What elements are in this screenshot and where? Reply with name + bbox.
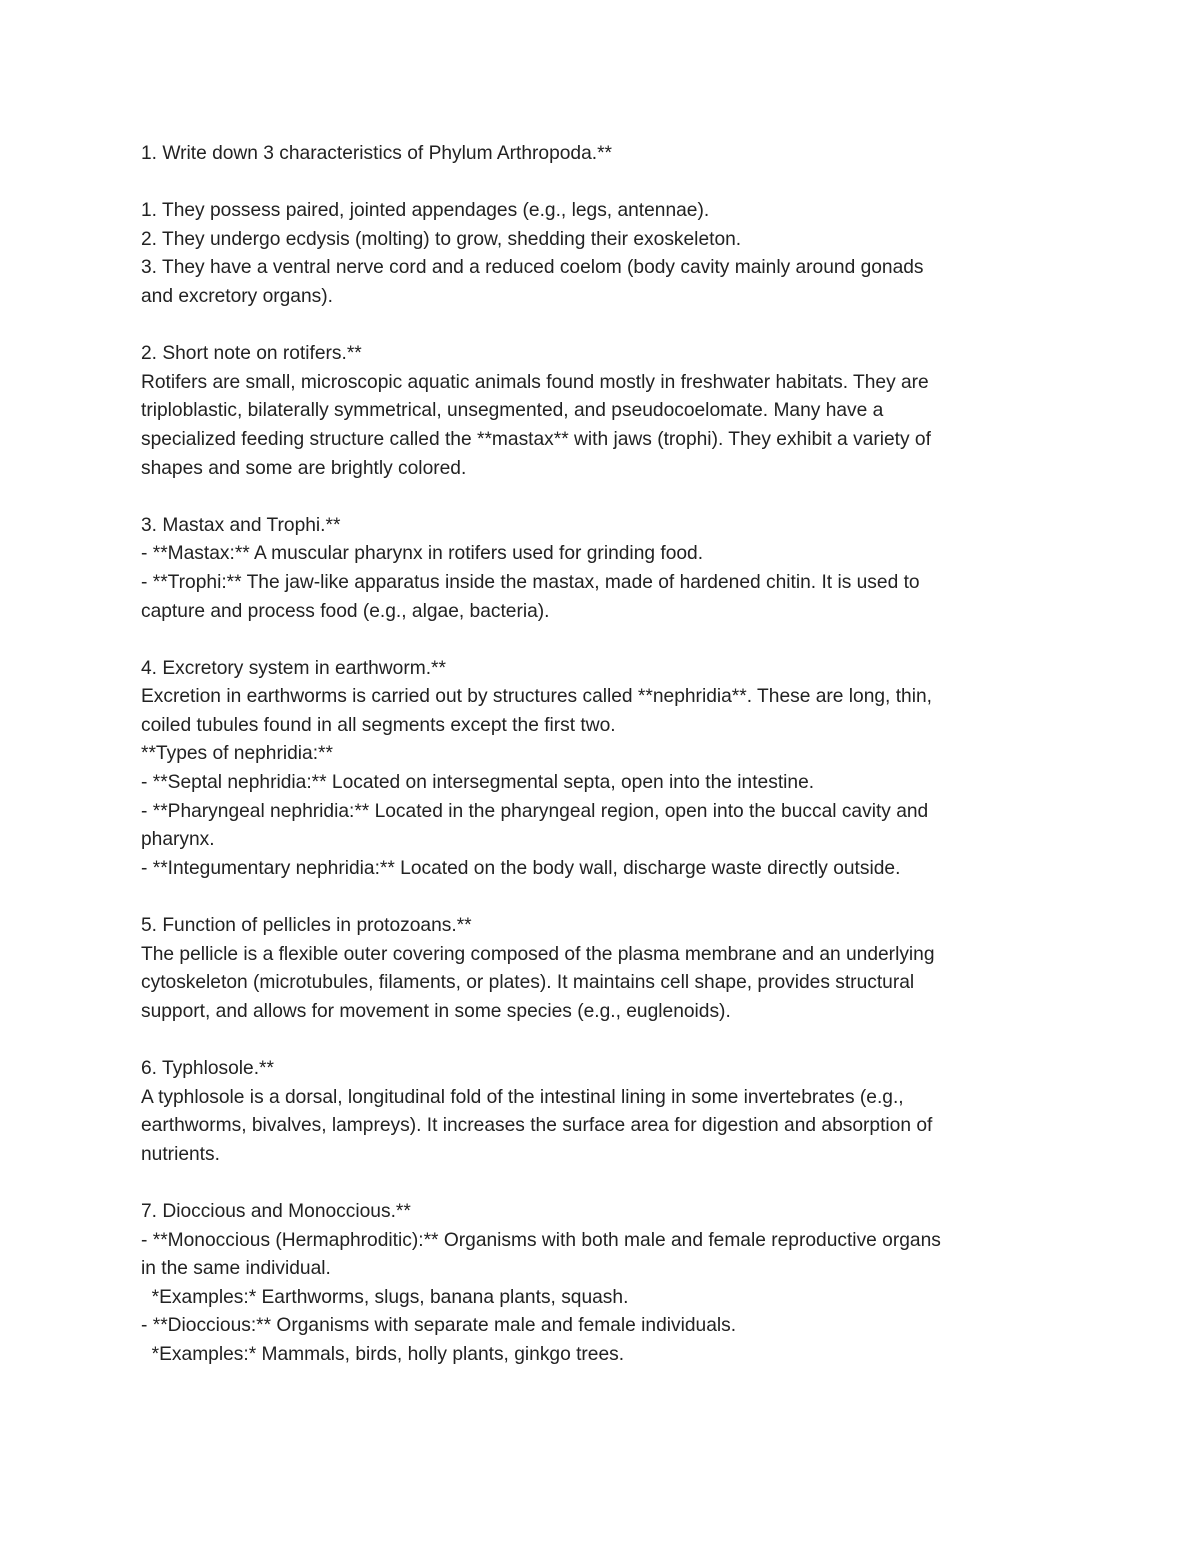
text-line: earthworms, bivalves, lampreys). It increases the surface area for digestion and absorption of [141,1115,933,1137]
text-line: coiled tubules found in all segments except the first two. [141,714,616,736]
text-line: 3. They have a ventral nerve cord and a reduced coelom (body cavity mainly around gonads [141,257,924,279]
text-line: - **Pharyngeal nephridia:** Located in the pharyngeal region, open into the buccal cavity and [141,800,929,822]
text-line: pharynx. [141,829,215,851]
section-rotifers [141,340,1061,483]
paragraph-spacer [141,883,1061,912]
section-mastax-trophi [141,512,1061,626]
text-line: **Types of nephridia:** [141,743,333,765]
section-heading: 6. Typhlosole.** [141,1058,274,1079]
text-line: and excretory organs). [141,285,333,307]
paragraph-spacer [141,1026,1061,1055]
section-typhlosole [141,1055,1061,1169]
paragraph-spacer [141,312,1061,341]
paragraph-spacer [141,483,1061,512]
text-line: A typhlosole is a dorsal, longitudinal fold of the intestinal lining in some invertebrates (e.g., [141,1086,904,1108]
text-line: - **Trophi:** The jaw-like apparatus inside the mastax, made of hardened chitin. It is used to [141,571,920,593]
text-line: Excretion in earthworms is carried out by structures called **nephridia**. These are long, thin, [141,686,932,708]
document-body [141,140,1061,1370]
paragraph-spacer [141,626,1061,655]
section-heading: 5. Function of pellicles in protozoans.** [141,915,472,937]
text-line: Rotifers are small, microscopic aquatic animals found mostly in freshwater habitats. They are [141,371,929,393]
section-heading: 4. Excretory system in earthworm.** [141,657,446,679]
text-line: nutrients. [141,1143,220,1165]
text-line: - **Dioccious:** Organisms with separate male and female individuals. [141,1315,737,1337]
section-dioccious-monoccious [141,1198,1061,1370]
text-line: - **Monoccious (Hermaphroditic):** Organisms with both male and female reproductive organs [141,1229,941,1251]
section-heading: 7. Dioccious and Monoccious.** [141,1200,411,1222]
text-line: capture and process food (e.g., algae, bacteria). [141,600,550,622]
text-line: - **Septal nephridia:** Located on intersegmental septa, open into the intestine. [141,772,815,794]
text-line: specialized feeding structure called the **mastax** with jaws (trophi). They exhibit a variety of [141,428,931,450]
section-excretory-system [141,655,1061,884]
text-line [141,169,1061,198]
text-line: - **Integumentary nephridia:** Located on the body wall, discharge waste directly outside. [141,857,901,879]
section-heading: 2. Short note on rotifers.** [141,343,362,365]
text-line: 1. They possess paired, jointed appendages (e.g., legs, antennae). [141,200,710,222]
text-line: - **Mastax:** A muscular pharynx in rotifers used for grinding food. [141,543,704,565]
text-line: triploblastic, bilaterally symmetrical, unsegmented, and pseudocoelomate. Many have a [141,400,884,422]
section-heading: 3. Mastax and Trophi.** [141,514,341,536]
text-line: *Examples:* Earthworms, slugs, banana plants, squash. [141,1286,629,1308]
text-line: in the same individual. [141,1258,331,1280]
text-line: The pellicle is a flexible outer covering composed of the plasma membrane and an underlying [141,943,935,965]
text-line: 2. They undergo ecdysis (molting) to grow, shedding their exoskeleton. [141,228,742,250]
section-arthropoda [141,140,1061,312]
section-heading: 1. Write down 3 characteristics of Phylum Arthropoda.** [141,143,613,164]
text-line: cytoskeleton (microtubules, filaments, or plates). It maintains cell shape, provides structural [141,972,915,994]
paragraph-spacer [141,1169,1061,1198]
section-pellicles [141,912,1061,1026]
text-line: support, and allows for movement in some species (e.g., euglenoids). [141,1000,731,1022]
text-line: shapes and some are brightly colored. [141,457,467,479]
text-line: *Examples:* Mammals, birds, holly plants, ginkgo trees. [141,1343,625,1365]
